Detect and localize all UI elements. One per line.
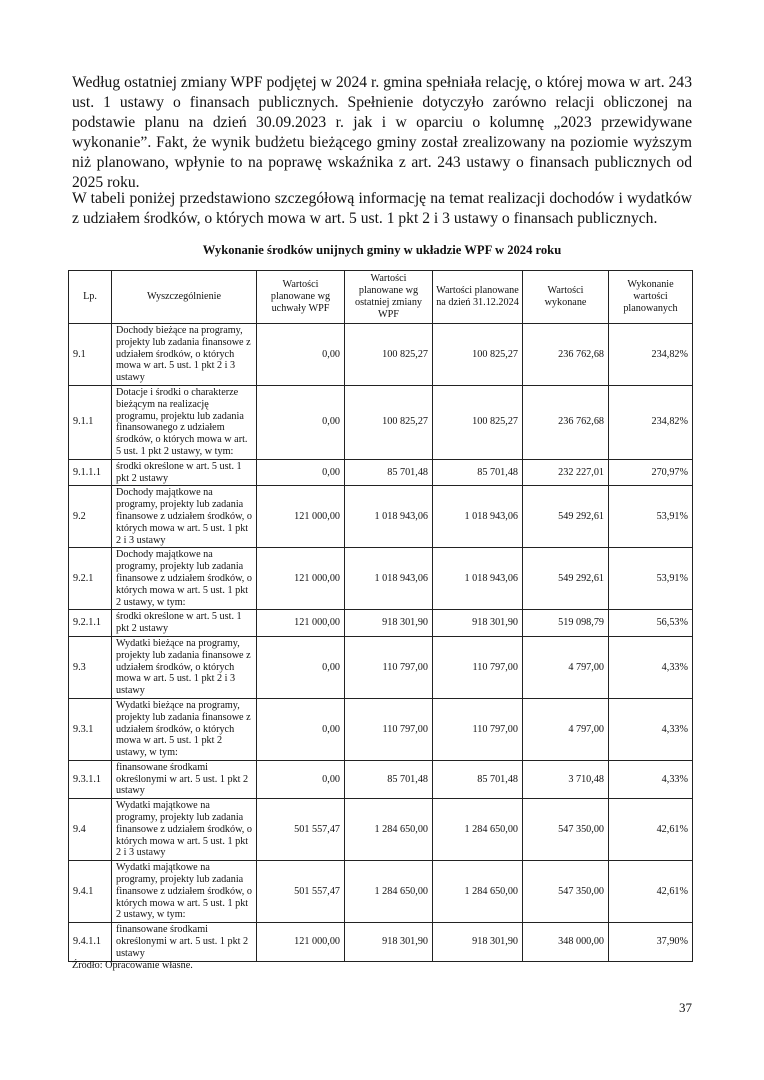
row-planned-resolution: 0,00 [257,459,345,486]
row-planned-last-change: 1 018 943,06 [345,548,433,610]
row-planned-year-end: 85 701,48 [433,760,523,798]
table-row [69,698,693,760]
row-executed: 232 227,01 [523,459,609,486]
row-execution-rate: 234,82% [609,324,693,386]
row-lp: 9.4.1.1 [69,923,112,961]
row-execution-rate: 42,61% [609,861,693,923]
row-execution-rate: 4,33% [609,636,693,698]
row-lp: 9.1.1.1 [69,459,112,486]
row-description: Wydatki bieżące na programy, projekty lub zadania finansowe z udziałem środków, o których mowa w art. 5 ust. 1 pkt 2 i 3 ustawy [112,636,257,698]
row-description: Wydatki majątkowe na programy, projekty lub zadania finansowe z udziałem środków, o których mowa w art. 5 ust. 1 pkt 2 i 3 ustawy [112,799,257,861]
table-row [69,610,693,637]
row-executed: 549 292,61 [523,486,609,548]
row-executed: 236 762,68 [523,324,609,386]
table-row [69,459,693,486]
row-planned-year-end: 100 825,27 [433,385,523,459]
paragraph-table-intro: W tabeli poniżej przedstawiono szczegółową informację na temat realizacji dochodów i wydatków z udziałem środków, o których mowa w art. 5 ust. 1 pkt 2 i 3 ustawy o finansach publicznych. [72,190,692,227]
row-lp: 9.4.1 [69,861,112,923]
row-planned-last-change: 1 284 650,00 [345,799,433,861]
row-planned-last-change: 100 825,27 [345,324,433,386]
table-row [69,760,693,798]
row-planned-year-end: 1 284 650,00 [433,861,523,923]
row-description: Dochody majątkowe na programy, projekty lub zadania finansowe z udziałem środków, o których mowa w art. 5 ust. 1 pkt 2 i 3 ustawy [112,486,257,548]
row-executed: 519 098,79 [523,610,609,637]
row-planned-last-change: 85 701,48 [345,760,433,798]
row-planned-year-end: 110 797,00 [433,698,523,760]
row-planned-resolution: 0,00 [257,324,345,386]
row-planned-year-end: 110 797,00 [433,636,523,698]
row-planned-year-end: 85 701,48 [433,459,523,486]
row-planned-resolution: 0,00 [257,760,345,798]
row-execution-rate: 53,91% [609,486,693,548]
row-planned-resolution: 121 000,00 [257,548,345,610]
row-planned-resolution: 121 000,00 [257,486,345,548]
row-planned-year-end: 1 018 943,06 [433,486,523,548]
row-execution-rate: 4,33% [609,698,693,760]
row-planned-year-end: 918 301,90 [433,610,523,637]
row-executed: 547 350,00 [523,799,609,861]
row-lp: 9.3 [69,636,112,698]
row-execution-rate: 234,82% [609,385,693,459]
eu-funds-table [68,270,693,962]
row-lp: 9.1.1 [69,385,112,459]
row-execution-rate: 56,53% [609,610,693,637]
row-planned-year-end: 1 018 943,06 [433,548,523,610]
row-description: Wydatki bieżące na programy, projekty lub zadania finansowe z udziałem środków, o których mowa w art. 5 ust. 1 pkt 2 ustawy, w tym: [112,698,257,760]
row-planned-resolution: 0,00 [257,698,345,760]
row-planned-resolution: 121 000,00 [257,610,345,637]
row-planned-last-change: 110 797,00 [345,636,433,698]
row-description: Dotacje i środki o charakterze bieżącym na realizację programu, projektu lub zadania finansowanego z udziałem środków, o których mowa w art. 5 ust. 1 pkt 2 ustawy, w tym: [112,385,257,459]
row-lp: 9.3.1.1 [69,760,112,798]
row-executed: 547 350,00 [523,861,609,923]
table-row [69,324,693,386]
row-planned-year-end: 1 284 650,00 [433,799,523,861]
header-lp: Lp. [69,271,112,324]
row-execution-rate: 37,90% [609,923,693,961]
row-description: finansowane środkami określonymi w art. 5 ust. 1 pkt 2 ustawy [112,760,257,798]
row-planned-last-change: 918 301,90 [345,923,433,961]
row-planned-resolution: 0,00 [257,385,345,459]
row-planned-last-change: 85 701,48 [345,459,433,486]
row-description: środki określone w art. 5 ust. 1 pkt 2 ustawy [112,459,257,486]
table-caption: Wykonanie środków unijnych gminy w układzie WPF w 2024 roku [202,243,562,257]
row-lp: 9.3.1 [69,698,112,760]
row-planned-resolution: 501 557,47 [257,861,345,923]
row-execution-rate: 53,91% [609,548,693,610]
row-planned-last-change: 1 018 943,06 [345,486,433,548]
row-planned-resolution: 0,00 [257,636,345,698]
row-lp: 9.1 [69,324,112,386]
row-executed: 4 797,00 [523,698,609,760]
row-description: środki określone w art. 5 ust. 1 pkt 2 ustawy [112,610,257,637]
row-planned-last-change: 1 284 650,00 [345,861,433,923]
row-description: Dochody bieżące na programy, projekty lub zadania finansowe z udziałem środków, o których mowa w art. 5 ust. 1 pkt 2 i 3 ustawy [112,324,257,386]
table-row [69,636,693,698]
row-planned-year-end: 100 825,27 [433,324,523,386]
table-body [69,324,693,962]
header-planned-last-change: Wartości planowane wg ostatniej zmiany WPF [345,271,433,324]
row-planned-year-end: 918 301,90 [433,923,523,961]
row-description: Dochody majątkowe na programy, projekty lub zadania finansowe z udziałem środków, o których mowa w art. 5 ust. 1 pkt 2 ustawy, w tym: [112,548,257,610]
row-executed: 549 292,61 [523,548,609,610]
row-description: Wydatki majątkowe na programy, projekty lub zadania finansowe z udziałem środków, o których mowa w art. 5 ust. 1 pkt 2 ustawy, w tym: [112,861,257,923]
row-planned-resolution: 121 000,00 [257,923,345,961]
header-planned-resolution: Wartości planowane wg uchwały WPF [257,271,345,324]
row-execution-rate: 4,33% [609,760,693,798]
row-executed: 3 710,48 [523,760,609,798]
table-row [69,861,693,923]
table-row [69,486,693,548]
header-planned-year-end: Wartości planowane na dzień 31.12.2024 [433,271,523,324]
paragraph-wpf-relation: Według ostatniej zmiany WPF podjętej w 2024 r. gmina spełniała relację, o której mowa w art. 243 ust. 1 ustawy o finansach publicznych. Spełnienie dotyczyło zarówno relacji obliczonej na podstawie planu na dzień 30.09.2023 r. jak i w oparciu o kolumnę „2023 przewidywane wykonanie”. Fakt, że wynik budżetu bieżącego gminy został zrealizowany na poziomie wyższym niż planowano, wpłynie to na poprawę wskaźnika z art. 243 ustawy o finansach publicznych od 2025 roku. [72,74,692,191]
row-executed: 236 762,68 [523,385,609,459]
page-number: 37 [679,1000,692,1015]
row-lp: 9.2 [69,486,112,548]
row-description: finansowane środkami określonymi w art. 5 ust. 1 pkt 2 ustawy [112,923,257,961]
row-executed: 348 000,00 [523,923,609,961]
row-executed: 4 797,00 [523,636,609,698]
header-description: Wyszczególnienie [112,271,257,324]
row-execution-rate: 42,61% [609,799,693,861]
row-lp: 9.2.1.1 [69,610,112,637]
table-row [69,923,693,961]
table-row [69,799,693,861]
row-lp: 9.4 [69,799,112,861]
header-execution-rate: Wykonanie wartości planowanych [609,271,693,324]
table-row [69,385,693,459]
row-execution-rate: 270,97% [609,459,693,486]
table-source-note: Źródło: Opracowanie własne. [72,960,193,971]
row-planned-last-change: 100 825,27 [345,385,433,459]
row-planned-last-change: 918 301,90 [345,610,433,637]
header-executed: Wartości wykonane [523,271,609,324]
row-lp: 9.2.1 [69,548,112,610]
table-row [69,548,693,610]
row-planned-resolution: 501 557,47 [257,799,345,861]
table-header-row [69,271,693,324]
row-planned-last-change: 110 797,00 [345,698,433,760]
